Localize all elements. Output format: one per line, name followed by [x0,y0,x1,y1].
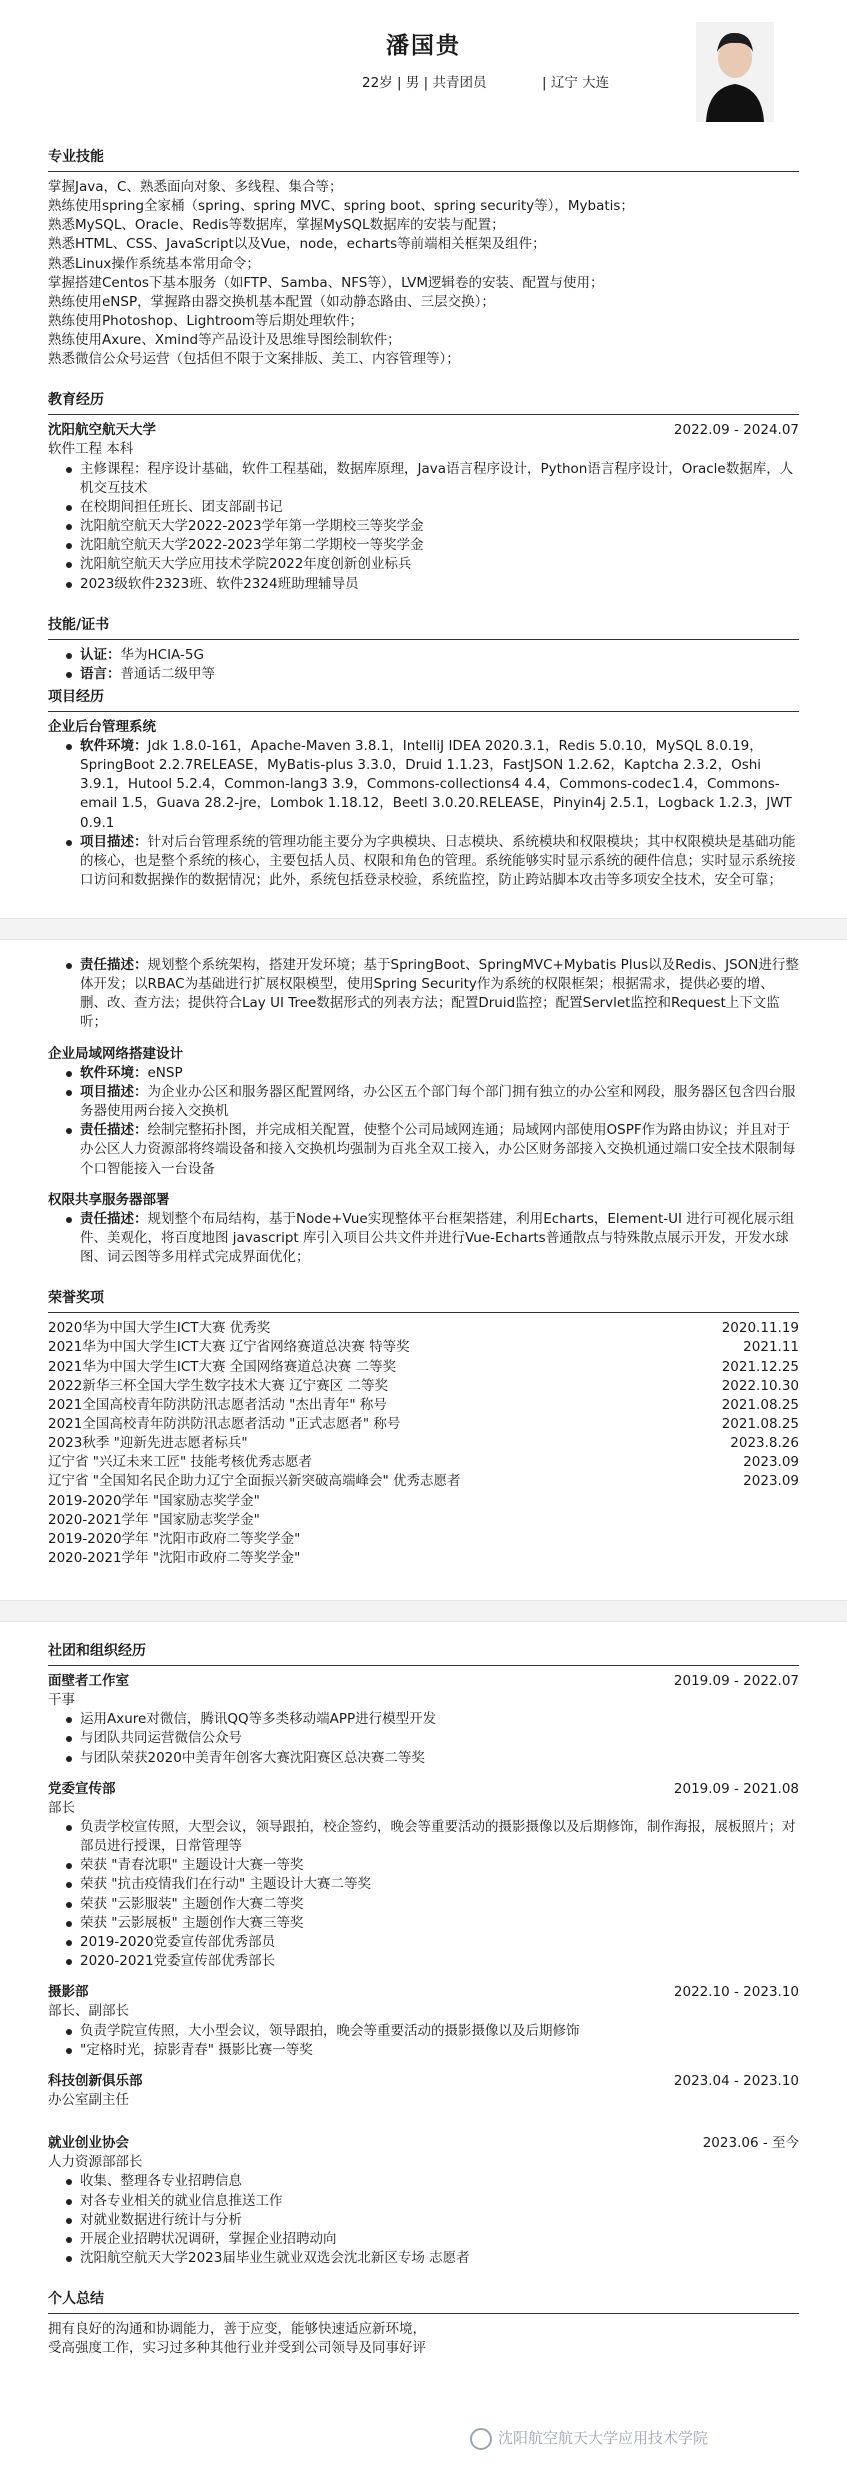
list-item: 荣获 "抗击疫情我们在行动" 主题设计大赛二等奖 [66,1875,799,1894]
page-part-3 [0,1622,847,2482]
list-item: 2020-2021党委宣传部优秀部长 [66,1952,799,1971]
summary-line: 拥有良好的沟通和协调能力，善于应变，能够快速适应新环境， [48,2321,426,2338]
school-name: 沈阳航空航天大学 [48,422,156,439]
list-item [66,646,799,665]
list-item: 沈阳航空航天大学应用技术学院2022年度创新创业标兵 [66,555,799,574]
honor-date: 2021.11 [743,1339,799,1356]
honor-name: 辽宁省 "全国知名民企助力辽宁全面振兴新突破高端峰会" 优秀志愿者 [48,1473,461,1490]
honor-date: 2020.11.19 [721,1320,799,1337]
skill-line: 熟悉微信公众号运营（包括但不限于文案排版、美工、内容管理等）； [48,351,460,368]
education-date: 2022.09 - 2024.07 [673,422,799,439]
club-role: 部长、副部长 [48,2003,129,2020]
item-label: 责任描述： [80,1210,148,1227]
honor-row [48,1530,799,1549]
list-item: 主修课程：程序设计基础，软件工程基础，数据库原理，Java语言程序设计，Python语言程序设计，Oracle数据库，人机交互技术 [66,460,799,498]
club-list [66,2022,799,2060]
wechat-icon [470,2428,492,2450]
avatar [696,22,774,122]
club-header [48,2134,799,2153]
item-text: eNSP [147,1064,183,1081]
list-item: 在校期间担任班长、团支部副书记 [66,498,799,517]
project-name: 企业后台管理系统 [48,718,156,735]
list-item: 负责学校宣传照，大型会议，领导跟拍，校企签约，晚会等重要活动的摄影摄像以及后期修饰，制作海报，展板照片；对部员进行授课，日常管理等 [66,1818,799,1856]
project-detail-list [66,1210,799,1267]
honor-date: 2022.10.30 [721,1377,799,1394]
list-item: 荣获 "青春沈职" 主题设计大赛一等奖 [66,1856,799,1875]
honor-name: 2021华为中国大学生ICT大赛 辽宁省网络赛道总决赛 特等奖 [48,1339,410,1356]
honor-name: 2019-2020学年 "沈阳市政府二等奖学金" [48,1530,301,1547]
honor-row [48,1434,799,1453]
club-date: 2019.09 - 2021.08 [673,1780,799,1797]
club-header [48,1983,799,2002]
item-text: Jdk 1.8.0-161，Apache-Maven 3.8.1，IntelliJ IDEA 2020.3.1，Redis 5.0.10，MySQL 8.0.19，SpringBoot 2.2.7RELEASE，MyBatis-plus 3.3.0，Druid 1.1.23，FastJSON 1.2.62，Kaptcha 2.3.2，Oshi 3.9.1，Hutool 5.2.4，Common-lang3 3.9，Commons-collections4 4.4，Commons-codec1.4，Commons-email 1.5，Guava 28.2-jre，Lombok 1.18.12，Beetl 3.0.20.RELEASE，Pinyin4j 2.5.1，Logback 1.2.3，JWT 0.9.1 [80,737,792,831]
list-item: 与团队共同运营微信公众号 [66,1729,799,1748]
candidate-name: 潘国贵 [386,33,461,59]
major: 软件工程 本科 [48,441,134,458]
list-item: 沈阳航空航天大学2022-2023学年第二学期校一等奖学金 [66,536,799,555]
honor-name: 2020华为中国大学生ICT大赛 优秀奖 [48,1320,271,1337]
list-item: 与团队荣获2020中美青年创客大赛沈阳赛区总决赛二等奖 [66,1749,799,1768]
education-title: 教育经历 [48,391,799,415]
honor-date: 2023.8.26 [730,1435,799,1452]
club-date: 2022.10 - 2023.10 [673,1984,799,2001]
honor-row [48,1453,799,1472]
honor-row [48,1319,799,1338]
list-item: 沈阳航空航天大学2022-2023学年第一学期校三等奖学金 [66,517,799,536]
honor-name: 2021华为中国大学生ICT大赛 全国网络赛道总决赛 二等奖 [48,1358,397,1375]
cert-label: 语言： [80,665,121,682]
projects-title: 项目经历 [48,688,799,712]
list-item [66,665,799,684]
page-part-1 [0,148,847,918]
list-item: 对就业数据进行统计与分析 [66,2211,799,2230]
honors-title: 荣誉奖项 [48,1289,799,1313]
cert-value: 普通话二级甲等 [120,665,215,682]
item-text: 规划整个系统架构，搭建开发环境；基于SpringBoot、SpringMVC+Mybatis Plus以及Redis、JSON进行整体开发；以RBAC为基础进行扩展权限模型，使用Spring Security作为系统的权限框架；根据需求，提供必要的增、删、改、查方法；提供符合Lay UI Tree数据形式的列表方法；配置Druid监控；配置Servlet监控和Request上下文监听； [80,957,799,1031]
list-item: 负责学院宣传照，大小型会议，领导跟拍，晚会等重要活动的摄影摄像以及后期修饰 [66,2022,799,2041]
summary-title: 个人总结 [48,2290,799,2314]
honor-row [48,1549,799,1568]
skill-line: 熟练使用Photoshop、Lightroom等后期处理软件； [48,312,364,329]
club-role: 办公室副主任 [48,2092,129,2108]
watermark [470,2428,708,2450]
honor-date: 2021.08.25 [721,1416,799,1432]
honor-name: 2023秋季 "迎新先进志愿者标兵" [48,1435,248,1452]
certs-list [66,646,799,684]
education-list [66,460,799,594]
item-label: 软件环境： [80,737,148,754]
item-label: 项目描述： [80,1083,148,1100]
skill-line: 熟练使用spring全家桶（spring、spring MVC、spring boot、spring security等），Mybatis； [48,198,634,215]
club-role: 人力资源部部长 [48,2154,143,2171]
list-item: 2023级软件2323班、软件2324班助理辅导员 [66,575,799,594]
project-detail-list [66,737,799,890]
list-item: 对各专业相关的就业信息推送工作 [66,2192,799,2211]
honor-date: 2021.12.25 [721,1358,799,1375]
club-name: 面壁者工作室 [48,1672,129,1689]
honor-name: 2022新华三杯全国大学生数字技术大赛 辽宁赛区 二等奖 [48,1377,388,1394]
cert-value: 华为HCIA-5G [120,646,204,663]
page-break [0,918,847,940]
honor-date: 2021.08.25 [721,1396,799,1413]
skill-line: 掌握搭建Centos下基本服务（如FTP、Samba、NFS等），LVM逻辑卷的安装、配置与使用； [48,274,604,291]
list-item: 荣获 "云影服装" 主题创作大赛二等奖 [66,1895,799,1914]
list-item [66,1121,799,1178]
honor-name: 2020-2021学年 "国家励志奖学金" [48,1511,260,1528]
list-item: 运用Axure对微信，腾讯QQ等多类移动端APP进行模型开发 [66,1710,799,1729]
club-name: 党委宣传部 [48,1780,116,1797]
list-item [66,1064,799,1083]
honor-row [48,1377,799,1396]
list-item [66,1083,799,1121]
list-item: 开展企业招聘状况调研，掌握企业招聘动向 [66,2230,799,2249]
honor-date: 2023.09 [743,1473,799,1490]
skill-line: 熟练使用eNSP，掌握路由器交换机基本配置（如动静态路由、三层交换）； [48,293,495,310]
list-item [66,833,799,890]
watermark-text: 沈阳航空航天大学应用技术学院 [498,2429,709,2448]
summary-line: 受高强度工作，实习过多种其他行业并受到公司领导及同事好评 [48,2340,426,2357]
list-item [66,956,799,1033]
page-part-2 [0,940,847,1600]
club-date: 2023.06 - 至今 [702,2135,799,2152]
skills-list [48,178,799,370]
honor-name: 辽宁省 "兴辽未来工匠" 技能考核优秀志愿者 [48,1454,313,1471]
club-name: 科技创新俱乐部 [48,2072,143,2089]
location-info: | 辽宁 大连 [542,75,610,91]
skills-title: 专业技能 [48,148,799,172]
item-text: 规划整个布局结构，基于Node+Vue实现整体平台框架搭建，利用Echarts，Element-UI 进行可视化展示组件、美观化，将百度地图 javascript 库引入项目公共文件并进行Vue-Echarts普通散点与特殊散点展示开发，开发水球图、词云图等多用样式完成界面优化； [80,1210,795,1266]
project-detail-list [66,956,799,1033]
club-date: 2019.09 - 2022.07 [673,1672,799,1689]
skill-line: 熟悉MySQL、Oracle、Redis等数据库，掌握MySQL数据库的安装与配置； [48,217,505,234]
clubs-title: 社团和组织经历 [48,1642,799,1666]
item-text: 针对后台管理系统的管理功能主要分为字典模块、日志模块、系统模块和权限模块；其中权限模块是基础功能的核心，也是整个系统的核心，主要包括人员、权限和角色的管理。系统能够实时显示系统的硬件信息；实时显示系统接口访问和数据操作的数据情况；此外，系统包括登录校验，系统监控，防止跨站脚本攻击等多项安全技术，安全可靠； [80,833,796,889]
honor-date: 2023.09 [743,1454,799,1471]
basic-info: 22岁 | 男 | 共青团员 [362,75,487,91]
item-label: 责任描述： [80,957,148,973]
list-item: 沈阳航空航天大学2023届毕业生就业双选会沈北新区专场 志愿者 [66,2249,799,2268]
project-name: 权限共享服务器部署 [48,1191,170,1208]
club-header [48,2072,799,2091]
club-name: 就业创业协会 [48,2135,129,2152]
certs-title: 技能/证书 [48,616,799,640]
club-list [66,1710,799,1767]
club-list [66,2172,799,2268]
honor-name: 2021全国高校青年防洪防汛志愿者活动 "正式志愿者" 称号 [48,1416,401,1432]
item-text: 绘制完整拓扑图，并完成相关配置，使整个公司局域网连通；局域网内部使用OSPF作为路由协议；并且对于办公区人力资源部将终端设备和接入交换机均强制为百兆全双工接入，办公区财务部接入交换机通过端口安全技术限制每个口智能接入一台设备 [80,1122,796,1177]
list-item [66,737,799,833]
list-item: "定格时光，掠影青春" 摄影比赛一等奖 [66,2041,799,2060]
skill-line: 熟悉Linux操作系统基本常用命令； [48,255,260,272]
list-item: 2019-2020党委宣传部优秀部员 [66,1933,799,1952]
project-name: 企业局域网络搭建设计 [48,1045,183,1062]
resume-header [0,0,847,148]
honor-row [48,1396,799,1415]
honor-name: 2021全国高校青年防洪防汛志愿者活动 "杰出青年" 称号 [48,1396,387,1413]
item-label: 软件环境： [80,1064,148,1081]
list-item: 荣获 "云影展板" 主题创作大赛三等奖 [66,1914,799,1933]
honors-list [48,1319,799,1568]
honor-row [48,1472,799,1491]
honor-row [48,1358,799,1377]
club-role: 部长 [48,1799,75,1816]
honor-row [48,1415,799,1434]
skill-line: 熟练使用Axure、Xmind等产品设计及思维导图绘制软件； [48,332,401,349]
club-header [48,1780,799,1799]
item-text: 为企业办公区和服务器区配置网络，办公区五个部门每个部门拥有独立的办公室和网段，服务器区包含四台服务器使用两台接入交换机 [80,1083,796,1120]
list-item [66,1210,799,1267]
page-break [0,1600,847,1622]
list-item: 收集、整理各专业招聘信息 [66,2172,799,2191]
honor-row [48,1492,799,1511]
item-label: 项目描述： [80,833,148,850]
club-date: 2023.04 - 2023.10 [673,2072,799,2089]
club-list [66,1818,799,1971]
honor-row [48,1511,799,1530]
honor-name: 2019-2020学年 "国家励志奖学金" [48,1492,260,1509]
honor-row [48,1338,799,1357]
item-label: 责任描述： [80,1122,148,1139]
honor-name: 2020-2021学年 "沈阳市政府二等奖学金" [48,1550,301,1567]
project-detail-list [66,1064,799,1179]
skill-line: 熟悉HTML、CSS、JavaScript以及Vue，node，echarts等前端相关框架及组件； [48,236,546,253]
club-role: 干事 [48,1692,75,1709]
education-header [48,421,799,440]
skill-line: 掌握Java，C、熟悉面向对象、多线程、集合等； [48,178,343,195]
club-header [48,1672,799,1691]
club-name: 摄影部 [48,1984,89,2001]
cert-label: 认证： [80,646,121,663]
